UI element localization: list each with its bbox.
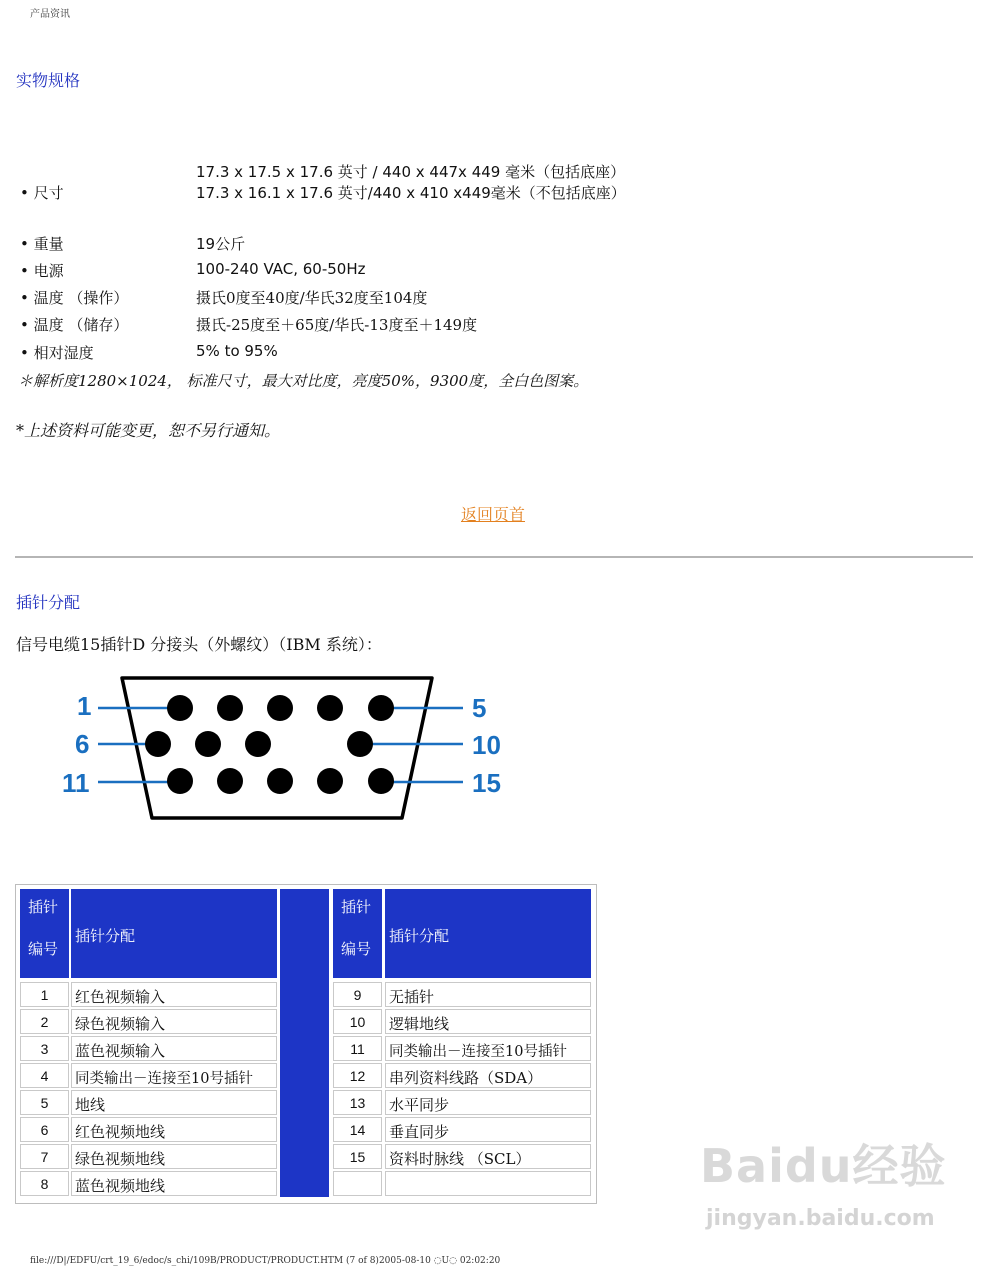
header-pin-number-right-line2: 编号 [341, 940, 372, 958]
spec-label-temp-storage: • 温度 （储存） [20, 316, 129, 334]
spec-label-weight: • 重量 [20, 235, 64, 253]
header-pin-number-line1: 插针 [28, 898, 59, 916]
pin-desc-cell: 垂直同步 [385, 1117, 591, 1142]
pin-desc-cell: 同类输出－连接至10号插针 [385, 1036, 591, 1061]
cable-description: 信号电缆15插针D 分接头（外螺纹）（IBM 系统）： [16, 635, 382, 654]
header-pin-number-right-line1: 插针 [341, 898, 372, 916]
pin-desc-cell: 无插针 [385, 982, 591, 1007]
pin-label-6: 6 [75, 729, 90, 759]
pin-label-10: 10 [472, 730, 501, 760]
pin-desc-cell: 绿色视频输入 [71, 1009, 277, 1034]
d-sub-connector-diagram [60, 670, 520, 830]
baidu-watermark-url: jingyan.baidu.com [706, 1206, 935, 1231]
pin-desc-cell: 蓝色视频地线 [71, 1171, 277, 1196]
pin-number-cell: 4 [20, 1063, 69, 1088]
spec-label-power: • 电源 [20, 262, 64, 280]
page-header: 产品资讯 [30, 9, 70, 20]
pin-number-cell: 15 [333, 1144, 382, 1169]
table-separator-column [280, 889, 329, 1197]
pin-number-cell: 14 [333, 1117, 382, 1142]
pin-number-cell: 7 [20, 1144, 69, 1169]
pin-desc-cell: 绿色视频地线 [71, 1144, 277, 1169]
pin-number-cell: 2 [20, 1009, 69, 1034]
header-pin-number-right [333, 889, 382, 978]
pin-number-cell: 1 [20, 982, 69, 1007]
pin-number-cell: 3 [20, 1036, 69, 1061]
pin-assignment-table [15, 884, 597, 1204]
spec-value-weight: 19公斤 [196, 235, 246, 253]
pin-desc-cell: 红色视频输入 [71, 982, 277, 1007]
pin-label-11: 11 [62, 768, 90, 798]
header-pin-number [20, 889, 69, 978]
pin-desc-cell: 资料时脉线 （SCL） [385, 1144, 591, 1169]
pin-number-cell: 9 [333, 982, 382, 1007]
spec-value-power: 100-240 VAC, 60-50Hz [196, 260, 366, 278]
pin-desc-cell: 串列资料线路（SDA） [385, 1063, 591, 1088]
section-divider [15, 556, 973, 558]
pin-number-cell: 5 [20, 1090, 69, 1115]
page-footer: file:///D|/EDFU/crt_19_6/edoc/s_chi/109B/PRODUCT/PRODUCT.HTM (7 of 8)2005-08-10 ◌U◌ 02:02:20 [30, 1256, 501, 1266]
pin-desc-cell: 同类输出－连接至10号插针 [71, 1063, 277, 1088]
pin-number-cell: 12 [333, 1063, 382, 1088]
spec-value-humidity: 5% to 95% [196, 342, 278, 360]
pin-desc-cell: 水平同步 [385, 1090, 591, 1115]
pin-desc-cell: 红色视频地线 [71, 1117, 277, 1142]
baidu-watermark: Baidu经验 [700, 1139, 947, 1193]
pin-number-cell: 8 [20, 1171, 69, 1196]
header-pin-assignment-right: 插针分配 [385, 889, 591, 978]
pin-number-cell: 10 [333, 1009, 382, 1034]
spec-label-humidity: • 相对湿度 [20, 344, 94, 362]
pin-label-5: 5 [472, 693, 487, 723]
header-pin-number-line2: 编号 [28, 940, 59, 958]
pin-number-cell: 6 [20, 1117, 69, 1142]
empty-cell [333, 1171, 382, 1196]
dimensions-value-1: 17.3 x 17.5 x 17.6 英寸 / 440 x 447x 449 毫米（包括底座） [196, 163, 626, 181]
spec-value-temp-storage: 摄氏-25度至＋65度/华氏-13度至＋149度 [196, 316, 478, 334]
pin-section-title: 插针分配 [16, 593, 81, 612]
dimensions-label: • 尺寸 [20, 184, 64, 202]
back-to-top-link[interactable]: 返回页首 [461, 505, 526, 524]
spec-label-temp-operating: • 温度 （操作） [20, 289, 129, 307]
pin-label-1: 1 [77, 691, 92, 721]
header-pin-assignment: 插针分配 [71, 889, 277, 978]
pin-desc-cell: 地线 [71, 1090, 277, 1115]
pin-number-cell: 11 [333, 1036, 382, 1061]
change-notice: *上述资料可能变更，恕不另行通知。 [16, 421, 281, 440]
spec-value-temp-operating: 摄氏0度至40度/华氏32度至104度 [196, 289, 428, 307]
pin-desc-cell: 蓝色视频输入 [71, 1036, 277, 1061]
pin-desc-cell: 逻辑地线 [385, 1009, 591, 1034]
empty-cell [385, 1171, 591, 1196]
pin-number-cell: 13 [333, 1090, 382, 1115]
dimensions-value-2: 17.3 x 16.1 x 17.6 英寸/440 x 410 x449毫米（不包括底座） [196, 184, 626, 202]
test-condition-note: ＊解析度1280×1024， 标准尺寸，最大对比度，亮度50%，9300度，全白色图案。 [18, 372, 589, 390]
pin-label-15: 15 [472, 768, 501, 798]
specs-section-title: 实物规格 [16, 71, 81, 90]
